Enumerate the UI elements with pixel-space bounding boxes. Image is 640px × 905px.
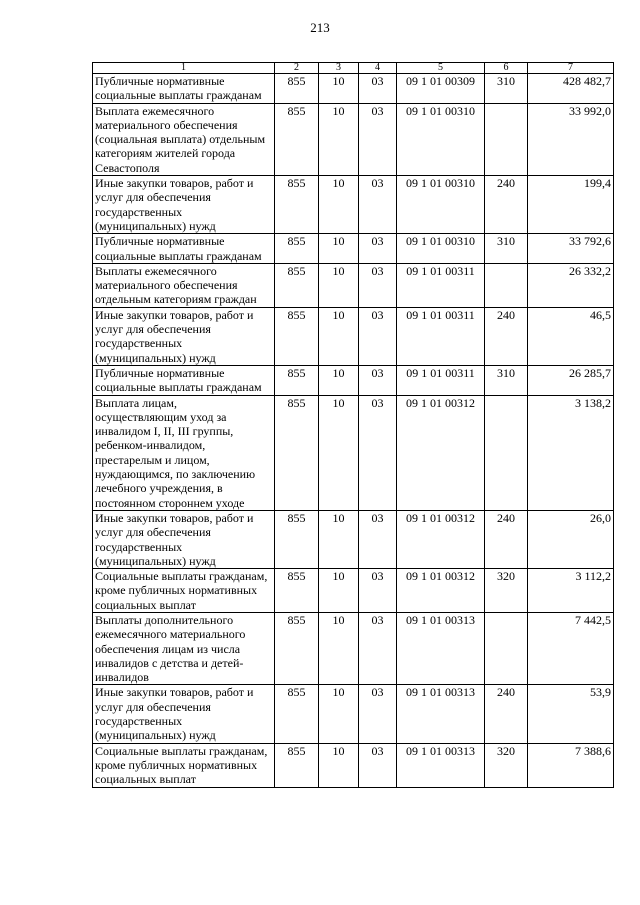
subsection-code-cell: 03 xyxy=(359,263,397,307)
target-article-cell: 09 1 01 00311 xyxy=(397,263,485,307)
target-article-cell: 09 1 01 00311 xyxy=(397,307,485,365)
expense-name-cell: Выплата лицам, осуществляющим уход за инвалидом I, II, III группы, ребенком-инвалидом, престарелым и лицом, нуждающимся, по заключению лечебного учреждения, в постоянном стороннем уходе xyxy=(93,395,275,510)
subsection-code-cell: 03 xyxy=(359,510,397,568)
expense-name-cell: Социальные выплаты гражданам, кроме публичных нормативных социальных выплат xyxy=(93,569,275,613)
expense-name-cell: Иные закупки товаров, работ и услуг для обеспечения государственных (муниципальных) нужд xyxy=(93,176,275,234)
ministry-code-cell: 855 xyxy=(275,612,319,684)
amount-cell: 53,9 xyxy=(528,685,614,743)
table-row xyxy=(93,74,614,104)
section-code-cell: 10 xyxy=(319,263,359,307)
expense-name-cell: Иные закупки товаров, работ и услуг для обеспечения государственных (муниципальных) нужд xyxy=(93,307,275,365)
expense-type-cell xyxy=(485,263,528,307)
target-article-cell: 09 1 01 00312 xyxy=(397,569,485,613)
expense-type-cell xyxy=(485,612,528,684)
amount-cell: 33 992,0 xyxy=(528,103,614,175)
table-row xyxy=(93,307,614,365)
section-code-cell: 10 xyxy=(319,510,359,568)
section-code-cell: 10 xyxy=(319,395,359,510)
expense-type-cell: 240 xyxy=(485,510,528,568)
expense-name-cell: Иные закупки товаров, работ и услуг для обеспечения государственных (муниципальных) нужд xyxy=(93,510,275,568)
amount-cell: 26,0 xyxy=(528,510,614,568)
amount-cell: 46,5 xyxy=(528,307,614,365)
subsection-code-cell: 03 xyxy=(359,74,397,104)
target-article-cell: 09 1 01 00312 xyxy=(397,395,485,510)
table-row xyxy=(93,103,614,175)
subsection-code-cell: 03 xyxy=(359,365,397,395)
expense-name-cell: Публичные нормативные социальные выплаты гражданам xyxy=(93,74,275,104)
expense-type-cell xyxy=(485,395,528,510)
amount-cell: 3 112,2 xyxy=(528,569,614,613)
ministry-code-cell: 855 xyxy=(275,263,319,307)
ministry-code-cell: 855 xyxy=(275,74,319,104)
subsection-code-cell: 03 xyxy=(359,103,397,175)
column-number-row xyxy=(93,63,614,74)
section-code-cell: 10 xyxy=(319,612,359,684)
target-article-cell: 09 1 01 00313 xyxy=(397,685,485,743)
expense-name-cell: Публичные нормативные социальные выплаты гражданам xyxy=(93,234,275,264)
expense-name-cell: Иные закупки товаров, работ и услуг для обеспечения государственных (муниципальных) нужд xyxy=(93,685,275,743)
column-number: 2 xyxy=(275,63,319,74)
section-code-cell: 10 xyxy=(319,743,359,787)
target-article-cell: 09 1 01 00309 xyxy=(397,74,485,104)
amount-cell: 26 332,2 xyxy=(528,263,614,307)
amount-cell: 428 482,7 xyxy=(528,74,614,104)
amount-cell: 199,4 xyxy=(528,176,614,234)
column-number: 4 xyxy=(359,63,397,74)
section-code-cell: 10 xyxy=(319,365,359,395)
subsection-code-cell: 03 xyxy=(359,569,397,613)
subsection-code-cell: 03 xyxy=(359,234,397,264)
subsection-code-cell: 03 xyxy=(359,176,397,234)
ministry-code-cell: 855 xyxy=(275,743,319,787)
expense-name-cell: Выплаты дополнительного ежемесячного материального обеспечения лицам из числа инвалидов с детства и детей-инвалидов xyxy=(93,612,275,684)
section-code-cell: 10 xyxy=(319,103,359,175)
table-row xyxy=(93,395,614,510)
subsection-code-cell: 03 xyxy=(359,612,397,684)
section-code-cell: 10 xyxy=(319,569,359,613)
ministry-code-cell: 855 xyxy=(275,176,319,234)
expense-type-cell: 240 xyxy=(485,176,528,234)
amount-cell: 33 792,6 xyxy=(528,234,614,264)
target-article-cell: 09 1 01 00313 xyxy=(397,612,485,684)
ministry-code-cell: 855 xyxy=(275,103,319,175)
subsection-code-cell: 03 xyxy=(359,685,397,743)
expense-name-cell: Социальные выплаты гражданам, кроме публичных нормативных социальных выплат xyxy=(93,743,275,787)
amount-cell: 7 442,5 xyxy=(528,612,614,684)
amount-cell: 3 138,2 xyxy=(528,395,614,510)
expense-type-cell: 310 xyxy=(485,234,528,264)
column-number: 3 xyxy=(319,63,359,74)
table-row xyxy=(93,263,614,307)
column-number: 1 xyxy=(93,63,275,74)
budget-table xyxy=(92,62,614,788)
table-row xyxy=(93,365,614,395)
expense-type-cell xyxy=(485,103,528,175)
target-article-cell: 09 1 01 00313 xyxy=(397,743,485,787)
column-number: 6 xyxy=(485,63,528,74)
ministry-code-cell: 855 xyxy=(275,307,319,365)
expense-type-cell: 310 xyxy=(485,365,528,395)
expense-type-cell: 320 xyxy=(485,743,528,787)
expense-type-cell: 320 xyxy=(485,569,528,613)
target-article-cell: 09 1 01 00310 xyxy=(397,103,485,175)
target-article-cell: 09 1 01 00312 xyxy=(397,510,485,568)
table-row xyxy=(93,569,614,613)
section-code-cell: 10 xyxy=(319,176,359,234)
ministry-code-cell: 855 xyxy=(275,395,319,510)
ministry-code-cell: 855 xyxy=(275,569,319,613)
expense-type-cell: 240 xyxy=(485,307,528,365)
section-code-cell: 10 xyxy=(319,234,359,264)
table-row xyxy=(93,743,614,787)
table-row xyxy=(93,510,614,568)
subsection-code-cell: 03 xyxy=(359,307,397,365)
section-code-cell: 10 xyxy=(319,307,359,365)
section-code-cell: 10 xyxy=(319,685,359,743)
expense-name-cell: Выплата ежемесячного материального обеспечения (социальная выплата) отдельным категориям жителей города Севастополя xyxy=(93,103,275,175)
target-article-cell: 09 1 01 00310 xyxy=(397,176,485,234)
target-article-cell: 09 1 01 00311 xyxy=(397,365,485,395)
column-number: 5 xyxy=(397,63,485,74)
table-row xyxy=(93,685,614,743)
section-code-cell: 10 xyxy=(319,74,359,104)
table-row xyxy=(93,176,614,234)
ministry-code-cell: 855 xyxy=(275,510,319,568)
ministry-code-cell: 855 xyxy=(275,685,319,743)
expense-type-cell: 240 xyxy=(485,685,528,743)
ministry-code-cell: 855 xyxy=(275,365,319,395)
subsection-code-cell: 03 xyxy=(359,743,397,787)
subsection-code-cell: 03 xyxy=(359,395,397,510)
expense-name-cell: Публичные нормативные социальные выплаты гражданам xyxy=(93,365,275,395)
page-number: 213 xyxy=(310,20,330,35)
ministry-code-cell: 855 xyxy=(275,234,319,264)
expense-type-cell: 310 xyxy=(485,74,528,104)
target-article-cell: 09 1 01 00310 xyxy=(397,234,485,264)
amount-cell: 26 285,7 xyxy=(528,365,614,395)
amount-cell: 7 388,6 xyxy=(528,743,614,787)
table-row xyxy=(93,234,614,264)
table-row xyxy=(93,612,614,684)
column-number: 7 xyxy=(528,63,614,74)
expense-name-cell: Выплаты ежемесячного материального обеспечения отдельным категориям граждан xyxy=(93,263,275,307)
